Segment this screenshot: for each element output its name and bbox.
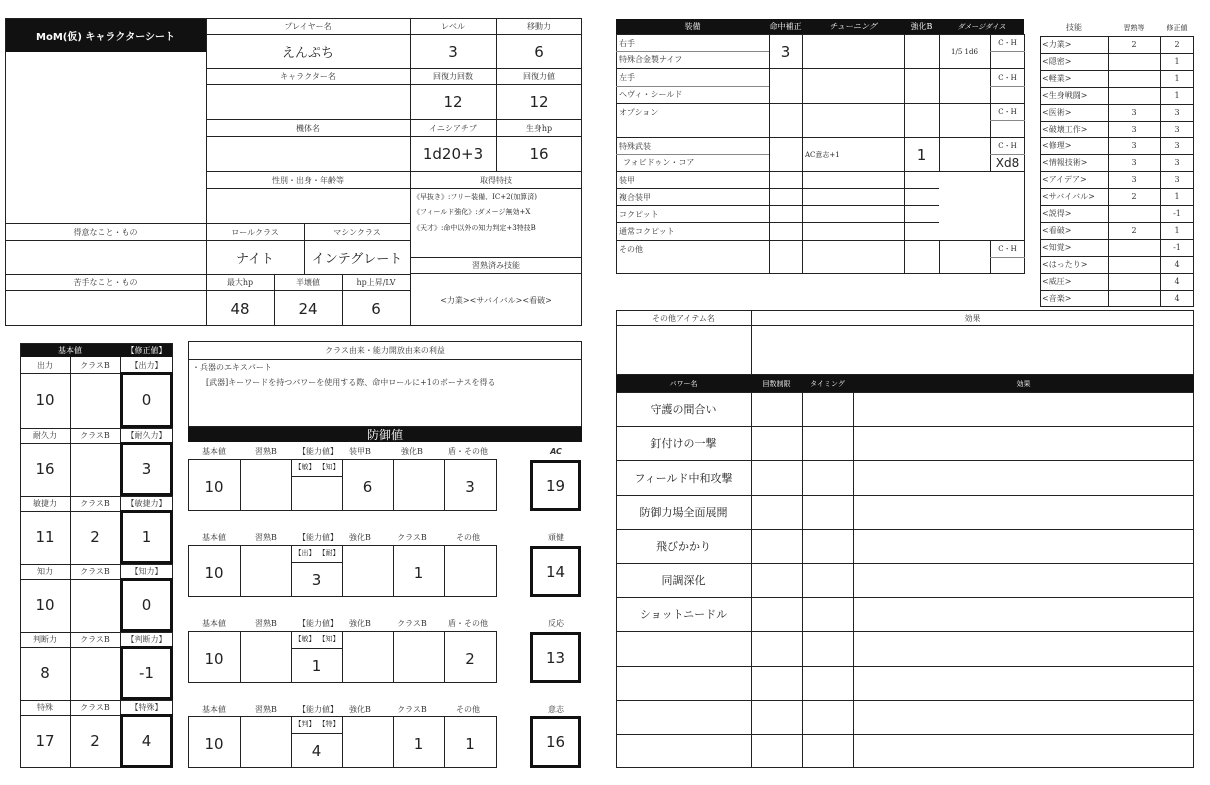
power-name[interactable]: フィールド中和攻撃	[634, 471, 733, 485]
defense-value[interactable]	[393, 634, 444, 683]
attr-mod-value[interactable]: 3	[141, 460, 152, 478]
skill-mod[interactable]: 4	[1174, 260, 1180, 269]
hp-up-value[interactable]: 6	[371, 299, 381, 318]
attr-name: 知力	[37, 567, 53, 576]
max-hp-label: 最大hp	[226, 278, 254, 287]
skill-mastery[interactable]: 2	[1131, 192, 1137, 201]
body-label: 機体名	[296, 123, 320, 133]
skills-header-name: 技能	[1066, 23, 1082, 32]
defense-sub-label: 【知】	[318, 463, 340, 471]
attr-mod-value[interactable]: 1	[141, 528, 152, 546]
skill-name: <隠密>	[1042, 57, 1072, 66]
attr-class-value[interactable]	[70, 374, 120, 426]
equip-ch-other: C・H	[998, 245, 1017, 253]
attr-mod-label: 【特殊】	[130, 703, 163, 712]
equip-item-special[interactable]: フォビドゥン・コア	[623, 158, 695, 167]
attr-name: 判断力	[33, 635, 57, 644]
attr-mod-label: 【敏捷力】	[126, 499, 167, 508]
role-class-label: ロールクラス	[231, 227, 279, 237]
sheet-title: MoM(仮) キャラクターシート	[5, 18, 206, 52]
defense-value[interactable]: 10	[204, 477, 224, 496]
skill-name: <はったり>	[1042, 260, 1088, 269]
defense-value[interactable]	[342, 719, 393, 768]
attr-base-value[interactable]: 16	[35, 460, 55, 478]
trait-item: 《フィールド強化》:ダメージ無効+X	[413, 207, 531, 216]
equip-header-dice: ダメージダイス	[939, 19, 1024, 34]
trait-item: 《天才》:命中以外の知力判定+3特技B	[413, 223, 536, 232]
skill-name: <破壊工作>	[1042, 124, 1088, 134]
attr-class-label: クラスB	[80, 499, 110, 508]
skill-name: <音楽>	[1042, 293, 1072, 303]
bad-things-label: 苦手なこと・もの	[73, 278, 138, 287]
defense-label: 習熟B	[255, 446, 277, 456]
skill-name: <威圧>	[1042, 277, 1072, 286]
equip-slot-right: 右手	[619, 39, 635, 48]
skill-mastery[interactable]	[1108, 87, 1160, 104]
hp-up-label: hp上昇/LV	[356, 278, 396, 287]
attr-class-label: クラスB	[80, 361, 110, 370]
skill-name: <説得>	[1042, 209, 1072, 218]
defense-sub-label: 【敏】	[294, 463, 316, 471]
equip-ch-special: C・H	[998, 142, 1017, 150]
equip-dice-special[interactable]: Xd8	[995, 156, 1020, 170]
defense-label: 【能力値】	[298, 532, 338, 542]
recovery-count-label: 回復力回数	[433, 72, 473, 81]
defense-total[interactable]: 16	[545, 733, 566, 751]
skill-mod[interactable]: 3	[1174, 175, 1180, 184]
level-value[interactable]: 3	[448, 42, 458, 61]
defense-label: その他	[456, 532, 480, 542]
half-break-value[interactable]: 24	[298, 299, 318, 318]
equip-dice-right[interactable]: 1/5 1d6	[951, 47, 978, 56]
defense-label: クラスB	[397, 704, 427, 714]
attr-base-value[interactable]: 8	[40, 664, 50, 682]
role-class-value[interactable]: ナイト	[235, 252, 275, 267]
equip-header-name: 装備	[616, 19, 769, 34]
equip-item-left[interactable]: ヘヴィ・シールド	[619, 90, 683, 99]
skill-mod[interactable]: -1	[1173, 209, 1181, 218]
attr-class-label: クラスB	[80, 567, 110, 576]
defense-label: 習熟B	[255, 618, 277, 628]
initiative-value[interactable]: 1d20+3	[422, 145, 484, 163]
recovery-value[interactable]: 12	[529, 93, 549, 111]
benefit-title: クラス由来・能力開放由来の利益	[325, 346, 445, 355]
hp-value[interactable]: 16	[529, 145, 549, 163]
skill-mastery[interactable]: 2	[1131, 40, 1137, 49]
defense-value[interactable]: 10	[204, 649, 224, 668]
max-hp-value[interactable]: 48	[230, 299, 250, 318]
defense-label: その他	[456, 704, 480, 714]
skills-header-mod: 修正値	[1166, 23, 1188, 32]
attr-name: 特殊	[37, 703, 53, 712]
defense-total[interactable]: 14	[545, 562, 566, 581]
attr-base-value[interactable]: 17	[35, 732, 55, 750]
defense-total-label: 意志	[548, 704, 564, 714]
defense-value[interactable]: 1	[465, 734, 475, 753]
attr-mod-label: 【知力】	[130, 567, 163, 576]
attr-mod-label: 【耐久力】	[126, 431, 167, 440]
attr-mod-value[interactable]: 4	[141, 732, 152, 750]
skill-name: <医術>	[1042, 108, 1072, 117]
player-name[interactable]: えんぷち	[281, 46, 334, 61]
power-name[interactable]: 飛びかかり	[656, 540, 711, 553]
initiative-label: イニシアチブ	[429, 123, 477, 133]
skill-mastery[interactable]	[1108, 239, 1160, 256]
skill-mod[interactable]: 1	[1174, 57, 1180, 66]
skill-mastery[interactable]: 3	[1131, 108, 1137, 117]
skill-mastery[interactable]	[1108, 70, 1160, 87]
power-name[interactable]	[616, 666, 751, 700]
defense-total-label: 頑健	[548, 532, 564, 542]
defense-value[interactable]: 4	[311, 742, 322, 760]
defense-value[interactable]: 1	[413, 563, 424, 582]
skill-mod[interactable]: 2	[1174, 40, 1180, 49]
skill-name: <軽業>	[1042, 74, 1072, 83]
skill-mod[interactable]: -1	[1173, 243, 1181, 252]
defense-label: 【能力値】	[298, 704, 338, 714]
equip-item-right[interactable]: 特殊合金製ナイフ	[619, 55, 683, 64]
skill-mastery[interactable]	[1108, 53, 1160, 70]
power-name[interactable]	[616, 631, 751, 666]
recovery-value-label: 回復力値	[523, 72, 555, 81]
defense-label: 強化B	[349, 532, 371, 542]
attr-class-label: クラスB	[80, 635, 110, 644]
equip-ch-right: C・H	[998, 39, 1017, 47]
items-name-label: その他アイテム名	[652, 313, 715, 323]
powers-header-timing: タイミング	[802, 375, 853, 392]
defense-value[interactable]: 10	[204, 734, 224, 753]
defense-label: 盾・その他	[448, 446, 488, 456]
skill-mod[interactable]: 4	[1174, 277, 1180, 286]
defense-total[interactable]: 19	[545, 476, 566, 495]
skill-name: <情報技術>	[1042, 158, 1088, 167]
skill-mastery[interactable]	[1108, 290, 1160, 306]
defense-value[interactable]: 3	[311, 571, 322, 589]
attr-mod-label: 【出力】	[130, 361, 163, 370]
equip-slot-option: オプション	[619, 108, 659, 117]
trait-item: 《早抜き》:フリー装備、IC+2(加算済)	[413, 192, 537, 201]
equip-slot-special: 特殊武装	[619, 142, 651, 151]
machine-class-value[interactable]: インテグレート	[311, 252, 403, 267]
equip-slot-normal-cockpit: 通常コクピット	[619, 226, 675, 236]
defense-sub-label: 【知】	[318, 635, 340, 643]
powers-header-name: パワー名	[616, 375, 751, 392]
body-name[interactable]	[206, 137, 410, 171]
defense-label: クラスB	[397, 618, 427, 628]
machine-class-label: マシンクラス	[333, 227, 381, 237]
power-name[interactable]: 釘付けの一撃	[650, 437, 717, 450]
benefit-line: ・兵器のエキスパート	[192, 363, 272, 372]
defense-label: クラスB	[397, 532, 427, 542]
skill-mastery[interactable]: 3	[1131, 175, 1137, 184]
defense-label: 基本値	[202, 446, 226, 456]
defense-value[interactable]	[444, 548, 496, 597]
defense-label: 【能力値】	[298, 446, 338, 456]
traits-label: 取得特技	[480, 175, 512, 185]
half-break-label: 半壊値	[296, 278, 320, 287]
defense-value[interactable]	[240, 634, 291, 683]
equip-header-tuning: チューニング	[802, 19, 904, 34]
skill-mastery[interactable]: 3	[1131, 158, 1137, 167]
equip-enh-special[interactable]: 1	[916, 145, 927, 164]
defense-value[interactable]: 1	[413, 734, 424, 753]
attr-name: 耐久力	[33, 431, 57, 440]
character-name[interactable]	[206, 85, 410, 119]
attr-name: 出力	[37, 361, 53, 370]
skill-mod[interactable]: 1	[1174, 74, 1180, 83]
move-value[interactable]: 6	[534, 42, 544, 61]
defense-label: 習熟B	[255, 704, 277, 714]
skill-name: <アイデア>	[1042, 175, 1087, 184]
defense-label: 基本値	[202, 618, 226, 628]
attr-mod-header: 【修正値】	[120, 343, 173, 357]
defense-sub-label: 【特】	[318, 720, 340, 728]
defense-sub-label: 【判】	[294, 720, 316, 728]
skill-mastery[interactable]: 2	[1131, 226, 1137, 235]
defense-sub-label: 【耐】	[318, 549, 340, 557]
defense-sub-label: 【出】	[294, 549, 316, 557]
attr-mod-value[interactable]: 0	[141, 596, 152, 614]
equip-header-hit: 命中補正	[769, 19, 802, 34]
defense-value[interactable]: 10	[204, 563, 224, 582]
player-label: プレイヤー名	[284, 22, 332, 31]
defense-value[interactable]	[291, 477, 342, 511]
attr-class-value[interactable]	[70, 648, 120, 698]
attr-base-header: 基本値	[20, 343, 120, 357]
defense-label: 【能力値】	[298, 618, 338, 628]
attr-name: 敏捷力	[33, 499, 57, 508]
defense-value[interactable]	[240, 462, 291, 511]
power-name[interactable]	[616, 734, 751, 768]
defense-value[interactable]: 3	[465, 477, 475, 496]
attr-mod-value[interactable]: 0	[141, 391, 152, 409]
hp-label: 生身hp	[525, 123, 553, 133]
mastery-label: 習熟済み技能	[472, 261, 520, 270]
skill-mastery[interactable]: 3	[1131, 141, 1137, 150]
skill-mod[interactable]: 3	[1174, 158, 1180, 167]
defense-title: 防御値	[188, 427, 582, 442]
equip-slot-armor: 装甲	[619, 175, 635, 185]
defense-label: 強化B	[401, 446, 423, 456]
skill-name: <サバイバル>	[1042, 192, 1095, 201]
attr-class-value[interactable]	[70, 580, 120, 630]
attr-base-value[interactable]: 10	[35, 596, 55, 614]
attr-class-value[interactable]	[70, 444, 120, 494]
attr-class-value[interactable]: 2	[90, 732, 100, 750]
equip-slot-composite: 複合装甲	[619, 192, 651, 202]
attr-class-label: クラスB	[80, 703, 110, 712]
defense-sub-label: 【敏】	[294, 635, 316, 643]
equip-slot-other: その他	[619, 244, 643, 254]
skill-mastery[interactable]	[1108, 205, 1160, 222]
skill-mod[interactable]: 1	[1174, 91, 1180, 100]
equip-slot-cockpit: コクピット	[619, 209, 659, 219]
skill-mod[interactable]: 3	[1174, 141, 1180, 150]
equip-slot-left: 左手	[619, 73, 635, 82]
equip-ch-option: C・H	[998, 108, 1017, 116]
skill-name: <修理>	[1042, 141, 1072, 150]
defense-value[interactable]: 6	[362, 477, 373, 496]
misc-label: 性別・出身・年齢等	[272, 175, 344, 185]
level-label: レベル	[441, 22, 465, 31]
skill-mod[interactable]: 3	[1174, 124, 1180, 134]
defense-label: 強化B	[349, 704, 371, 714]
equip-header-enh: 強化B	[904, 19, 939, 34]
powers-header-effect: 効果	[853, 375, 1194, 392]
power-name[interactable]: 同調深化	[661, 574, 706, 587]
power-name[interactable]: ショットニードル	[639, 608, 728, 621]
skill-mod[interactable]: 1	[1174, 226, 1180, 235]
attr-class-label: クラスB	[80, 431, 110, 440]
mastery-list: <力業><サバイバル><看破>	[440, 295, 552, 305]
defense-label: 習熟B	[255, 532, 277, 542]
defense-value[interactable]	[240, 719, 291, 768]
defense-total-label: AC	[550, 446, 562, 456]
skill-name: <力業>	[1042, 40, 1072, 49]
recovery-count-value[interactable]: 12	[443, 93, 463, 111]
attr-class-value[interactable]: 2	[90, 528, 100, 546]
skill-mastery[interactable]	[1108, 256, 1160, 273]
defense-value[interactable]: 2	[465, 649, 475, 668]
attr-mod-label: 【判断力】	[126, 635, 167, 644]
power-name[interactable]: 防御力場全面展開	[639, 506, 728, 519]
power-name[interactable]	[616, 700, 751, 734]
defense-total-label: 反応	[548, 618, 564, 628]
move-label: 移動力	[527, 22, 551, 31]
attr-base-value[interactable]: 10	[35, 391, 55, 409]
skill-mod[interactable]: 1	[1174, 192, 1180, 201]
defense-value[interactable]	[342, 634, 393, 683]
defense-label: 盾・その他	[448, 618, 488, 628]
defense-label: 装甲B	[349, 446, 371, 456]
equip-ch-left: C・H	[998, 73, 1017, 82]
defense-value[interactable]: 1	[311, 657, 322, 675]
skill-mod[interactable]: 3	[1174, 108, 1180, 117]
attr-mod-value[interactable]: -1	[139, 664, 154, 682]
skill-name: <看破>	[1042, 226, 1072, 235]
defense-value[interactable]	[393, 462, 444, 511]
skill-mastery[interactable]: 3	[1131, 124, 1137, 134]
defense-label: 強化B	[349, 618, 371, 628]
power-name[interactable]: 守護の間合い	[650, 403, 717, 416]
items-effect-label: 効果	[964, 313, 981, 323]
defense-value[interactable]	[342, 548, 393, 597]
skill-name: <知覚>	[1042, 243, 1072, 252]
equip-hit-right[interactable]: 3	[780, 42, 791, 61]
equip-tuning-special[interactable]: AC意志+1	[805, 150, 840, 159]
good-things-label: 得意なこと・もの	[73, 227, 138, 237]
defense-total[interactable]: 13	[545, 648, 566, 667]
skill-name: <生身戦闘>	[1042, 91, 1088, 100]
benefit-line: [武器]キーワードを持つパワーを使用する際、命中ロールに+1のボーナスを得る	[206, 378, 496, 387]
attr-base-value[interactable]: 11	[35, 528, 55, 546]
character-label: キャラクター名	[280, 72, 336, 81]
skills-header-mastery: 習熟等	[1123, 23, 1145, 32]
defense-label: 基本値	[202, 532, 226, 542]
defense-label: 基本値	[202, 704, 226, 714]
defense-value[interactable]	[240, 548, 291, 597]
powers-header-limit: 回数制限	[751, 375, 802, 392]
skill-mod[interactable]: 4	[1174, 293, 1180, 303]
skill-mastery[interactable]	[1108, 273, 1160, 290]
